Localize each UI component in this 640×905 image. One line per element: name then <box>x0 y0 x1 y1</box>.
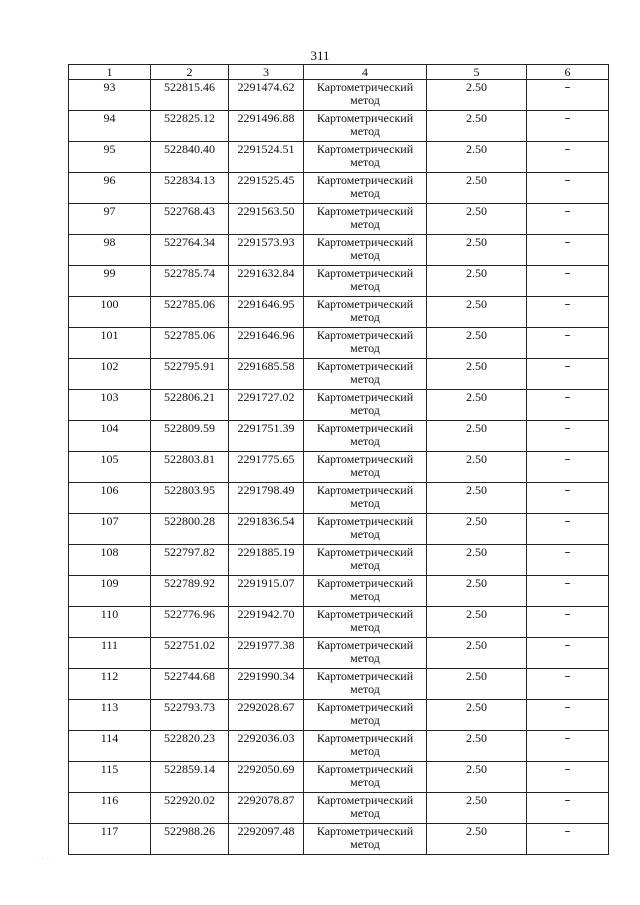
method-line-1: Картометрический <box>316 700 414 714</box>
table-row <box>69 607 609 638</box>
x-coordinate-cell: 522803.95 <box>151 483 229 514</box>
y-coordinate-cell: 2291646.96 <box>229 328 304 359</box>
accuracy-cell: 2.50 <box>427 111 527 142</box>
note-cell: – <box>527 421 609 452</box>
table-row <box>69 576 609 607</box>
note-cell: – <box>527 731 609 762</box>
accuracy-cell: 2.50 <box>427 731 527 762</box>
method-line-1: Картометрический <box>316 359 414 373</box>
x-coordinate-cell: 522800.28 <box>151 514 229 545</box>
method-line-1: Картометрический <box>316 607 414 621</box>
method-line-1: Картометрический <box>316 297 414 311</box>
method-line-2: метод <box>350 682 380 696</box>
x-coordinate-cell: 522776.96 <box>151 607 229 638</box>
table-row <box>69 545 609 576</box>
table-row <box>69 638 609 669</box>
method-line-2: метод <box>350 558 380 572</box>
method-line-2: метод <box>350 341 380 355</box>
method-line-1: Картометрический <box>316 576 414 590</box>
method-cell <box>304 824 427 855</box>
method-cell <box>304 700 427 731</box>
accuracy-cell: 2.50 <box>427 793 527 824</box>
accuracy-cell: 2.50 <box>427 235 527 266</box>
point-number-cell: 103 <box>69 390 151 421</box>
y-coordinate-cell: 2292028.67 <box>229 700 304 731</box>
method-cell <box>304 514 427 545</box>
method-line-2: метод <box>350 496 380 510</box>
method-cell <box>304 80 427 111</box>
accuracy-cell: 2.50 <box>427 576 527 607</box>
method-line-1: Картометрический <box>316 235 414 249</box>
y-coordinate-cell: 2291474.62 <box>229 80 304 111</box>
method-line-1: Картометрический <box>316 731 414 745</box>
y-coordinate-cell: 2291525.45 <box>229 173 304 204</box>
note-cell: – <box>527 545 609 576</box>
table-row <box>69 80 609 111</box>
x-coordinate-cell: 522797.82 <box>151 545 229 576</box>
method-line-1: Картометрический <box>316 204 414 218</box>
table-body <box>69 80 609 855</box>
point-number-cell: 108 <box>69 545 151 576</box>
y-coordinate-cell: 2291885.19 <box>229 545 304 576</box>
table-header <box>69 65 609 80</box>
column-header-5: 5 <box>427 65 527 80</box>
note-cell: – <box>527 700 609 731</box>
point-number-cell: 101 <box>69 328 151 359</box>
method-line-1: Картометрический <box>316 483 414 497</box>
accuracy-cell: 2.50 <box>427 204 527 235</box>
note-cell: – <box>527 452 609 483</box>
method-line-2: метод <box>350 589 380 603</box>
point-number-cell: 98 <box>69 235 151 266</box>
x-coordinate-cell: 522820.23 <box>151 731 229 762</box>
method-line-2: метод <box>350 775 380 789</box>
method-cell <box>304 235 427 266</box>
method-line-1: Картометрический <box>316 173 414 187</box>
y-coordinate-cell: 2291727.02 <box>229 390 304 421</box>
point-number-cell: 104 <box>69 421 151 452</box>
method-line-2: метод <box>350 651 380 665</box>
y-coordinate-cell: 2292036.03 <box>229 731 304 762</box>
method-cell <box>304 607 427 638</box>
method-line-1: Картометрический <box>316 266 414 280</box>
method-line-1: Картометрический <box>316 762 414 776</box>
method-cell <box>304 266 427 297</box>
accuracy-cell: 2.50 <box>427 328 527 359</box>
column-header-1: 1 <box>69 65 151 80</box>
y-coordinate-cell: 2291942.70 <box>229 607 304 638</box>
note-cell: – <box>527 514 609 545</box>
method-line-1: Картометрический <box>316 514 414 528</box>
point-number-cell: 112 <box>69 669 151 700</box>
accuracy-cell: 2.50 <box>427 483 527 514</box>
point-number-cell: 106 <box>69 483 151 514</box>
table-row <box>69 731 609 762</box>
x-coordinate-cell: 522803.81 <box>151 452 229 483</box>
y-coordinate-cell: 2292050.69 <box>229 762 304 793</box>
method-cell <box>304 762 427 793</box>
method-cell <box>304 452 427 483</box>
method-line-2: метод <box>350 217 380 231</box>
method-line-2: метод <box>350 465 380 479</box>
method-cell <box>304 576 427 607</box>
note-cell: – <box>527 204 609 235</box>
note-cell: – <box>527 173 609 204</box>
scan-artifact: · · · <box>36 856 50 862</box>
method-cell <box>304 297 427 328</box>
point-number-cell: 107 <box>69 514 151 545</box>
header-row <box>69 65 609 80</box>
method-line-1: Картометрический <box>316 390 414 404</box>
method-line-2: метод <box>350 837 380 851</box>
x-coordinate-cell: 522806.21 <box>151 390 229 421</box>
x-coordinate-cell: 522764.34 <box>151 235 229 266</box>
point-number-cell: 113 <box>69 700 151 731</box>
table-row <box>69 111 609 142</box>
point-number-cell: 93 <box>69 80 151 111</box>
table-row <box>69 700 609 731</box>
note-cell: – <box>527 793 609 824</box>
method-cell <box>304 359 427 390</box>
x-coordinate-cell: 522815.46 <box>151 80 229 111</box>
note-cell: – <box>527 235 609 266</box>
method-cell <box>304 173 427 204</box>
table-row <box>69 483 609 514</box>
column-header-3: 3 <box>229 65 304 80</box>
note-cell: – <box>527 669 609 700</box>
note-cell: – <box>527 638 609 669</box>
accuracy-cell: 2.50 <box>427 638 527 669</box>
accuracy-cell: 2.50 <box>427 514 527 545</box>
note-cell: – <box>527 824 609 855</box>
y-coordinate-cell: 2291563.50 <box>229 204 304 235</box>
column-header-6: 6 <box>527 65 609 80</box>
note-cell: – <box>527 576 609 607</box>
method-cell <box>304 545 427 576</box>
method-line-2: метод <box>350 403 380 417</box>
x-coordinate-cell: 522920.02 <box>151 793 229 824</box>
point-number-cell: 109 <box>69 576 151 607</box>
x-coordinate-cell: 522834.13 <box>151 173 229 204</box>
method-cell <box>304 204 427 235</box>
note-cell: – <box>527 328 609 359</box>
x-coordinate-cell: 522785.74 <box>151 266 229 297</box>
note-cell: – <box>527 142 609 173</box>
column-header-2: 2 <box>151 65 229 80</box>
method-line-1: Картометрический <box>316 328 414 342</box>
y-coordinate-cell: 2291573.93 <box>229 235 304 266</box>
point-number-cell: 111 <box>69 638 151 669</box>
method-line-2: метод <box>350 248 380 262</box>
y-coordinate-cell: 2291798.49 <box>229 483 304 514</box>
y-coordinate-cell: 2291751.39 <box>229 421 304 452</box>
method-line-2: метод <box>350 155 380 169</box>
page-number: 311 <box>310 48 330 63</box>
point-number-cell: 94 <box>69 111 151 142</box>
table-row <box>69 421 609 452</box>
table-row <box>69 297 609 328</box>
y-coordinate-cell: 2291524.51 <box>229 142 304 173</box>
table-row <box>69 452 609 483</box>
method-cell <box>304 390 427 421</box>
point-number-cell: 105 <box>69 452 151 483</box>
accuracy-cell: 2.50 <box>427 173 527 204</box>
method-line-1: Картометрический <box>316 669 414 683</box>
x-coordinate-cell: 522859.14 <box>151 762 229 793</box>
y-coordinate-cell: 2291977.38 <box>229 638 304 669</box>
table-row <box>69 669 609 700</box>
x-coordinate-cell: 522789.92 <box>151 576 229 607</box>
y-coordinate-cell: 2291685.58 <box>229 359 304 390</box>
method-cell <box>304 638 427 669</box>
method-line-1: Картометрический <box>316 111 414 125</box>
point-number-cell: 110 <box>69 607 151 638</box>
method-cell <box>304 111 427 142</box>
accuracy-cell: 2.50 <box>427 545 527 576</box>
note-cell: – <box>527 607 609 638</box>
x-coordinate-cell: 522825.12 <box>151 111 229 142</box>
x-coordinate-cell: 522768.43 <box>151 204 229 235</box>
table-row <box>69 514 609 545</box>
x-coordinate-cell: 522785.06 <box>151 328 229 359</box>
accuracy-cell: 2.50 <box>427 607 527 638</box>
x-coordinate-cell: 522793.73 <box>151 700 229 731</box>
point-number-cell: 95 <box>69 142 151 173</box>
x-coordinate-cell: 522988.26 <box>151 824 229 855</box>
x-coordinate-cell: 522840.40 <box>151 142 229 173</box>
method-line-2: метод <box>350 186 380 200</box>
x-coordinate-cell: 522744.68 <box>151 669 229 700</box>
note-cell: – <box>527 80 609 111</box>
accuracy-cell: 2.50 <box>427 762 527 793</box>
y-coordinate-cell: 2291632.84 <box>229 266 304 297</box>
note-cell: – <box>527 266 609 297</box>
column-header-4: 4 <box>304 65 427 80</box>
method-line-1: Картометрический <box>316 545 414 559</box>
method-cell <box>304 328 427 359</box>
point-number-cell: 117 <box>69 824 151 855</box>
x-coordinate-cell: 522751.02 <box>151 638 229 669</box>
method-cell <box>304 731 427 762</box>
method-line-1: Картометрический <box>316 421 414 435</box>
accuracy-cell: 2.50 <box>427 669 527 700</box>
y-coordinate-cell: 2291836.54 <box>229 514 304 545</box>
point-number-cell: 97 <box>69 204 151 235</box>
accuracy-cell: 2.50 <box>427 421 527 452</box>
method-line-2: метод <box>350 372 380 386</box>
method-line-2: метод <box>350 279 380 293</box>
method-cell <box>304 669 427 700</box>
y-coordinate-cell: 2292097.48 <box>229 824 304 855</box>
table-row <box>69 235 609 266</box>
table-row <box>69 762 609 793</box>
table-row <box>69 359 609 390</box>
note-cell: – <box>527 390 609 421</box>
note-cell: – <box>527 483 609 514</box>
accuracy-cell: 2.50 <box>427 359 527 390</box>
point-number-cell: 115 <box>69 762 151 793</box>
method-cell <box>304 483 427 514</box>
method-line-2: метод <box>350 806 380 820</box>
method-line-2: метод <box>350 620 380 634</box>
method-line-1: Картометрический <box>316 142 414 156</box>
table-row <box>69 142 609 173</box>
accuracy-cell: 2.50 <box>427 266 527 297</box>
coordinates-table <box>68 64 609 855</box>
x-coordinate-cell: 522785.06 <box>151 297 229 328</box>
point-number-cell: 102 <box>69 359 151 390</box>
table-row <box>69 390 609 421</box>
method-line-2: метод <box>350 434 380 448</box>
table-row <box>69 204 609 235</box>
accuracy-cell: 2.50 <box>427 700 527 731</box>
table-row <box>69 173 609 204</box>
table-row <box>69 793 609 824</box>
accuracy-cell: 2.50 <box>427 452 527 483</box>
point-number-cell: 114 <box>69 731 151 762</box>
method-line-2: метод <box>350 93 380 107</box>
method-line-2: метод <box>350 713 380 727</box>
method-line-1: Картометрический <box>316 80 414 94</box>
method-line-1: Картометрический <box>316 638 414 652</box>
y-coordinate-cell: 2291646.95 <box>229 297 304 328</box>
method-line-2: метод <box>350 527 380 541</box>
method-line-1: Картометрический <box>316 793 414 807</box>
accuracy-cell: 2.50 <box>427 390 527 421</box>
method-line-2: метод <box>350 744 380 758</box>
accuracy-cell: 2.50 <box>427 824 527 855</box>
note-cell: – <box>527 297 609 328</box>
method-line-2: метод <box>350 310 380 324</box>
method-line-1: Картометрический <box>316 452 414 466</box>
point-number-cell: 116 <box>69 793 151 824</box>
method-cell <box>304 421 427 452</box>
method-cell <box>304 142 427 173</box>
method-line-2: метод <box>350 124 380 138</box>
y-coordinate-cell: 2291775.65 <box>229 452 304 483</box>
note-cell: – <box>527 762 609 793</box>
x-coordinate-cell: 522795.91 <box>151 359 229 390</box>
y-coordinate-cell: 2292078.87 <box>229 793 304 824</box>
method-line-1: Картометрический <box>316 824 414 838</box>
method-cell <box>304 793 427 824</box>
accuracy-cell: 2.50 <box>427 142 527 173</box>
y-coordinate-cell: 2291990.34 <box>229 669 304 700</box>
point-number-cell: 99 <box>69 266 151 297</box>
note-cell: – <box>527 111 609 142</box>
y-coordinate-cell: 2291496.88 <box>229 111 304 142</box>
table-row <box>69 266 609 297</box>
x-coordinate-cell: 522809.59 <box>151 421 229 452</box>
accuracy-cell: 2.50 <box>427 297 527 328</box>
point-number-cell: 100 <box>69 297 151 328</box>
table-row <box>69 328 609 359</box>
table-row <box>69 824 609 855</box>
point-number-cell: 96 <box>69 173 151 204</box>
y-coordinate-cell: 2291915.07 <box>229 576 304 607</box>
note-cell: – <box>527 359 609 390</box>
accuracy-cell: 2.50 <box>427 80 527 111</box>
